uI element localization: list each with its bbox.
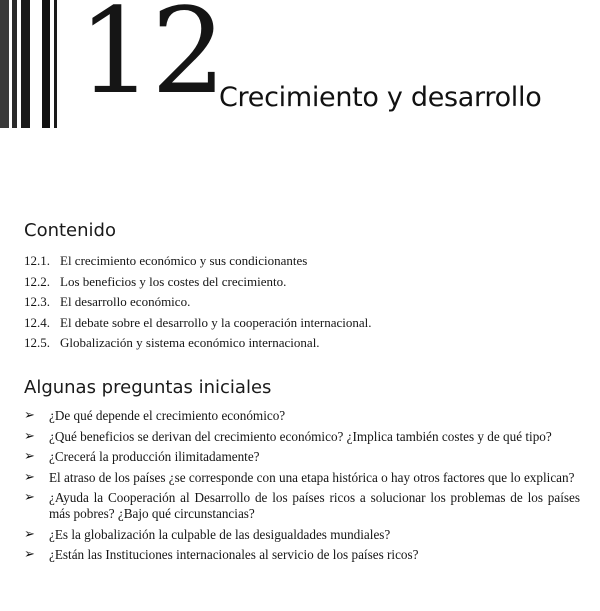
contents-item-number: 12.2. bbox=[24, 273, 50, 289]
contents-item bbox=[24, 333, 372, 354]
question-item bbox=[24, 449, 580, 465]
question-item bbox=[24, 470, 580, 486]
arrow-bullet-icon: ➢ bbox=[24, 547, 35, 562]
contents-item-number: 12.5. bbox=[24, 335, 50, 350]
question-text: ¿Crecerá la producción ilimitadamente? bbox=[49, 449, 260, 464]
question-item bbox=[24, 408, 580, 424]
question-text: ¿De qué depende el crecimiento económico? bbox=[49, 408, 286, 423]
arrow-bullet-icon: ➢ bbox=[24, 428, 35, 444]
question-text: ¿Es la globalización la culpable de las desigualdades mundiales? bbox=[49, 526, 391, 542]
contents-item-number: 12.4. bbox=[24, 314, 50, 330]
question-text: El atraso de los países ¿se corresponde con una etapa histórica o hay otros factores que lo explican? bbox=[49, 469, 575, 485]
contents-item-text: El desarrollo económico. bbox=[60, 294, 191, 309]
arrow-bullet-icon: ➢ bbox=[24, 490, 35, 505]
decorative-bar bbox=[0, 0, 9, 128]
decorative-bar bbox=[42, 0, 50, 128]
contents-heading: Contenido bbox=[24, 220, 116, 241]
chapter-bars-decoration bbox=[0, 0, 70, 130]
question-item bbox=[24, 490, 580, 522]
decorative-bar bbox=[21, 0, 30, 128]
contents-item-text: El crecimiento económico y sus condicionantes bbox=[60, 253, 308, 268]
arrow-bullet-icon: ➢ bbox=[24, 469, 35, 485]
question-item bbox=[24, 429, 580, 445]
question-text: ¿Qué beneficios se derivan del crecimiento económico? ¿Implica también costes y de qué tipo? bbox=[49, 428, 552, 444]
questions-list bbox=[24, 408, 580, 568]
contents-list bbox=[24, 251, 372, 354]
contents-item-text: Los beneficios y los costes del crecimiento. bbox=[60, 273, 287, 289]
contents-item bbox=[24, 313, 372, 334]
contents-item-number: 12.3. bbox=[24, 294, 50, 309]
contents-item bbox=[24, 251, 372, 272]
arrow-bullet-icon: ➢ bbox=[24, 408, 35, 423]
contents-item-number: 12.1. bbox=[24, 253, 50, 268]
chapter-title: Crecimiento y desarrollo bbox=[219, 82, 542, 113]
arrow-bullet-icon: ➢ bbox=[24, 526, 35, 542]
contents-item bbox=[24, 292, 372, 313]
decorative-bar bbox=[12, 0, 17, 128]
questions-heading: Algunas preguntas iniciales bbox=[24, 377, 272, 398]
question-item bbox=[24, 527, 580, 543]
contents-item-text: El debate sobre el desarrollo y la cooperación internacional. bbox=[60, 314, 372, 330]
chapter-number: 12 bbox=[78, 0, 225, 120]
decorative-bar bbox=[54, 0, 57, 128]
question-text: ¿Ayuda la Cooperación al Desarrollo de los países ricos a solucionar los problemas de los países más pobres? ¿Bajo qué circunstancias? bbox=[49, 490, 580, 521]
arrow-bullet-icon: ➢ bbox=[24, 449, 35, 464]
question-text: ¿Están las Instituciones internacionales al servicio de los países ricos? bbox=[49, 547, 419, 562]
contents-item bbox=[24, 272, 372, 293]
question-item bbox=[24, 547, 580, 563]
contents-item-text: Globalización y sistema económico internacional. bbox=[60, 335, 320, 350]
